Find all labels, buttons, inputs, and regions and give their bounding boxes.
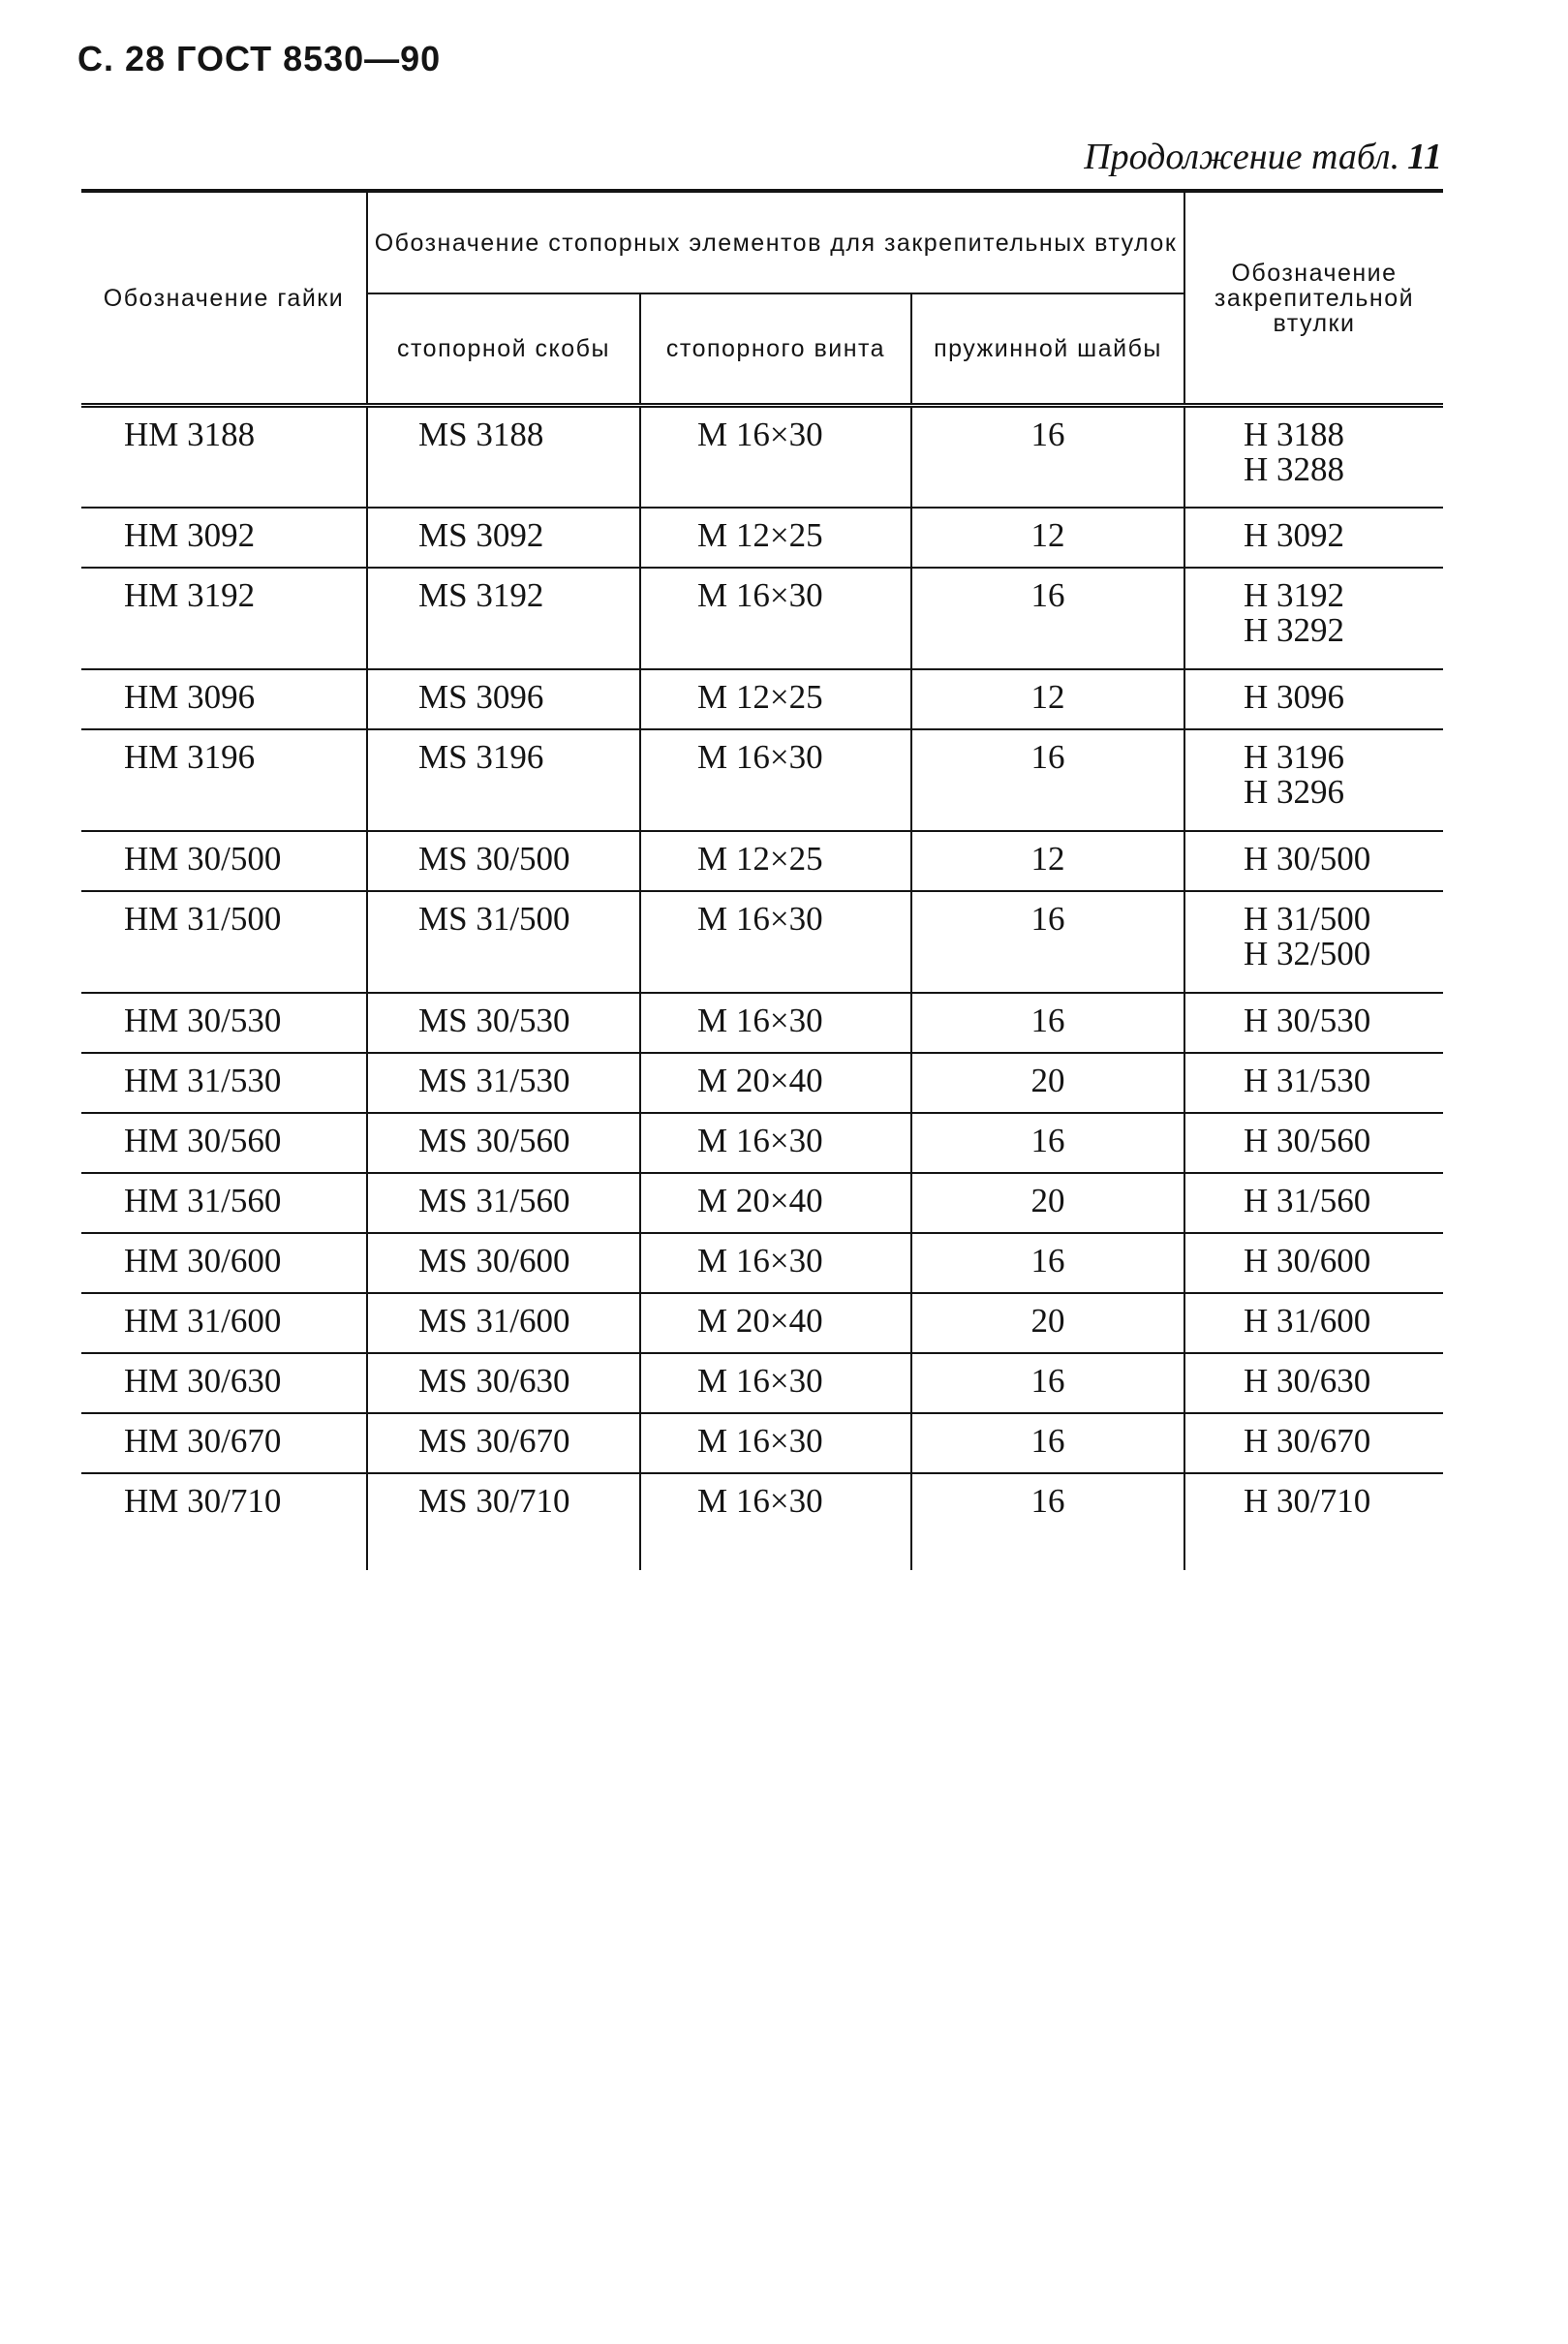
- screw-cell: М 16×30: [640, 568, 911, 669]
- screw-cell: М 20×40: [640, 1293, 911, 1353]
- clip-cell: MS 30/560: [367, 1113, 640, 1173]
- screw-cell: М 20×40: [640, 1173, 911, 1233]
- clip-cell: MS 3096: [367, 669, 640, 729]
- clip-cell: MS 31/560: [367, 1173, 640, 1233]
- lock-elements-table: [81, 189, 1443, 1570]
- sleeve-designation: Н 3096: [1244, 677, 1345, 716]
- sleeve-designation: Н 31/500: [1244, 899, 1371, 938]
- sleeve-cell: [1184, 1413, 1443, 1473]
- table-row: [81, 891, 1443, 993]
- washer-cell: 20: [911, 1173, 1184, 1233]
- sleeve-designation: Н 3188: [1244, 416, 1345, 453]
- continuation-text: Продолжение табл.: [1084, 137, 1400, 177]
- sleeve-cell: [1184, 729, 1443, 831]
- nut-cell: НМ 3188: [81, 406, 367, 508]
- sleeve-designation: Н 3192: [1244, 575, 1345, 614]
- washer-cell: 20: [911, 1293, 1184, 1353]
- column-header-sleeve: Обозначение закрепительной втулки: [1184, 191, 1443, 406]
- screw-cell: М 16×30: [640, 406, 911, 508]
- nut-cell: НМ 3092: [81, 508, 367, 568]
- sleeve-designation: Н 30/630: [1244, 1361, 1371, 1400]
- sleeve-designation: Н 31/560: [1244, 1181, 1371, 1219]
- nut-cell: НМ 30/630: [81, 1353, 367, 1413]
- sleeve-designation: Н 3196: [1244, 737, 1345, 776]
- sleeve-cell: [1184, 1113, 1443, 1173]
- clip-cell: MS 31/500: [367, 891, 640, 993]
- column-header-screw: стопорного винта: [640, 293, 911, 406]
- table-row: [81, 508, 1443, 568]
- sleeve-designation: Н 32/500: [1244, 934, 1371, 972]
- nut-cell: НМ 30/710: [124, 1481, 282, 1520]
- screw-cell: М 12×25: [640, 831, 911, 891]
- sleeve-designation: Н 31/600: [1244, 1301, 1371, 1340]
- washer-cell: 12: [911, 669, 1184, 729]
- table-row: [81, 1353, 1443, 1413]
- table-row: [81, 1053, 1443, 1113]
- screw-cell: М 16×30: [640, 1113, 911, 1173]
- nut-cell: НМ 30/500: [81, 831, 367, 891]
- clip-cell: MS 30/500: [367, 831, 640, 891]
- sleeve-designation: Н 30/600: [1244, 1241, 1371, 1280]
- table-row: [81, 1413, 1443, 1473]
- screw-cell: М 16×30: [640, 1473, 911, 1570]
- sleeve-designation: Н 3292: [1244, 610, 1345, 649]
- sleeve-designation: Н 30/530: [1244, 1001, 1371, 1039]
- nut-cell: НМ 30/530: [81, 993, 367, 1053]
- column-header-group: Обозначение стопорных элементов для закрепительных втулок: [367, 191, 1184, 293]
- screw-cell: М 16×30: [640, 1353, 911, 1413]
- nut-cell: НМ 31/500: [81, 891, 367, 993]
- washer-cell: 16: [911, 1233, 1184, 1293]
- table-row: [81, 1173, 1443, 1233]
- sleeve-cell: [1184, 831, 1443, 891]
- screw-cell: М 16×30: [640, 1233, 911, 1293]
- table-row: [81, 831, 1443, 891]
- sleeve-cell: [1184, 406, 1443, 508]
- screw-cell: М 16×30: [640, 1413, 911, 1473]
- table-header: [81, 191, 1443, 406]
- washer-cell: 16: [911, 1413, 1184, 1473]
- sleeve-cell: [1184, 1173, 1443, 1233]
- screw-cell: М 12×25: [640, 669, 911, 729]
- table-body: [81, 406, 1443, 1570]
- clip-cell: MS 30/600: [367, 1233, 640, 1293]
- table-row: [81, 568, 1443, 669]
- nut-cell: НМ 3192: [81, 568, 367, 669]
- sleeve-cell: [1184, 1353, 1443, 1413]
- washer-cell: 16: [911, 1473, 1184, 1570]
- sleeve-designation: Н 3092: [1244, 515, 1345, 554]
- screw-cell: М 20×40: [640, 1053, 911, 1113]
- sleeve-designation: Н 30/670: [1244, 1421, 1371, 1460]
- sleeve-cell: [1184, 669, 1443, 729]
- washer-cell: 16: [911, 406, 1184, 508]
- sleeve-cell: [1184, 1473, 1443, 1570]
- nut-cell: НМ 3096: [81, 669, 367, 729]
- screw-cell: М 16×30: [640, 891, 911, 993]
- washer-cell: 16: [911, 891, 1184, 993]
- page-header: С. 28 ГОСТ 8530—90: [77, 39, 442, 78]
- table-row: [81, 993, 1443, 1053]
- washer-cell: 16: [911, 1353, 1184, 1413]
- table-number: 11: [1407, 137, 1442, 177]
- sleeve-cell: [1184, 1233, 1443, 1293]
- column-header-clip: стопорной скобы: [367, 293, 640, 406]
- clip-cell: MS 3092: [367, 508, 640, 568]
- screw-cell: М 16×30: [640, 993, 911, 1053]
- table-row: [81, 406, 1443, 508]
- washer-cell: 16: [911, 1113, 1184, 1173]
- sleeve-designation: Н 3296: [1244, 772, 1345, 811]
- table-row: [81, 729, 1443, 831]
- sleeve-cell: [1184, 993, 1443, 1053]
- table-row: [81, 669, 1443, 729]
- sleeve-designation: Н 30/500: [1244, 839, 1371, 878]
- screw-cell: М 16×30: [640, 729, 911, 831]
- sleeve-cell: [1184, 1053, 1443, 1113]
- clip-cell: MS 31/530: [367, 1053, 640, 1113]
- sleeve-cell: [1184, 1293, 1443, 1353]
- nut-cell: НМ 31/530: [81, 1053, 367, 1113]
- table-row: [81, 1113, 1443, 1173]
- clip-cell: MS 30/530: [367, 993, 640, 1053]
- clip-cell: MS 3192: [367, 568, 640, 669]
- washer-cell: 16: [911, 993, 1184, 1053]
- sleeve-cell: [1184, 891, 1443, 993]
- table-continuation-caption: [1084, 136, 1442, 178]
- clip-cell: MS 30/630: [367, 1353, 640, 1413]
- column-header-nut: Обозначение гайки: [81, 191, 367, 406]
- nut-cell: НМ 31/600: [81, 1293, 367, 1353]
- washer-cell: 12: [911, 831, 1184, 891]
- washer-cell: 16: [911, 729, 1184, 831]
- clip-cell: MS 3188: [367, 406, 640, 508]
- sleeve-cell: [1184, 568, 1443, 669]
- nut-cell: НМ 30/560: [81, 1113, 367, 1173]
- clip-cell: MS 30/670: [367, 1413, 640, 1473]
- table-row: [81, 1293, 1443, 1353]
- nut-cell: НМ 30/670: [81, 1413, 367, 1473]
- washer-cell: 16: [911, 568, 1184, 669]
- table-row: [81, 1233, 1443, 1293]
- sleeve-designation: Н 30/560: [1244, 1121, 1371, 1159]
- column-header-washer: пружинной шайбы: [911, 293, 1184, 406]
- nut-cell: НМ 30/600: [81, 1233, 367, 1293]
- screw-cell: М 12×25: [640, 508, 911, 568]
- nut-cell: НМ 31/560: [81, 1173, 367, 1233]
- washer-cell: 20: [911, 1053, 1184, 1113]
- clip-cell: MS 30/710: [367, 1473, 640, 1570]
- clip-cell: MS 3196: [367, 729, 640, 831]
- table-row: [81, 1473, 1443, 1570]
- nut-cell: НМ 3196: [81, 729, 367, 831]
- sleeve-designation: Н 3288: [1244, 450, 1345, 488]
- sleeve-cell: [1184, 508, 1443, 568]
- sleeve-designation: Н 31/530: [1244, 1061, 1371, 1099]
- washer-cell: 12: [911, 508, 1184, 568]
- clip-cell: MS 31/600: [367, 1293, 640, 1353]
- sleeve-designation: Н 30/710: [1244, 1481, 1371, 1520]
